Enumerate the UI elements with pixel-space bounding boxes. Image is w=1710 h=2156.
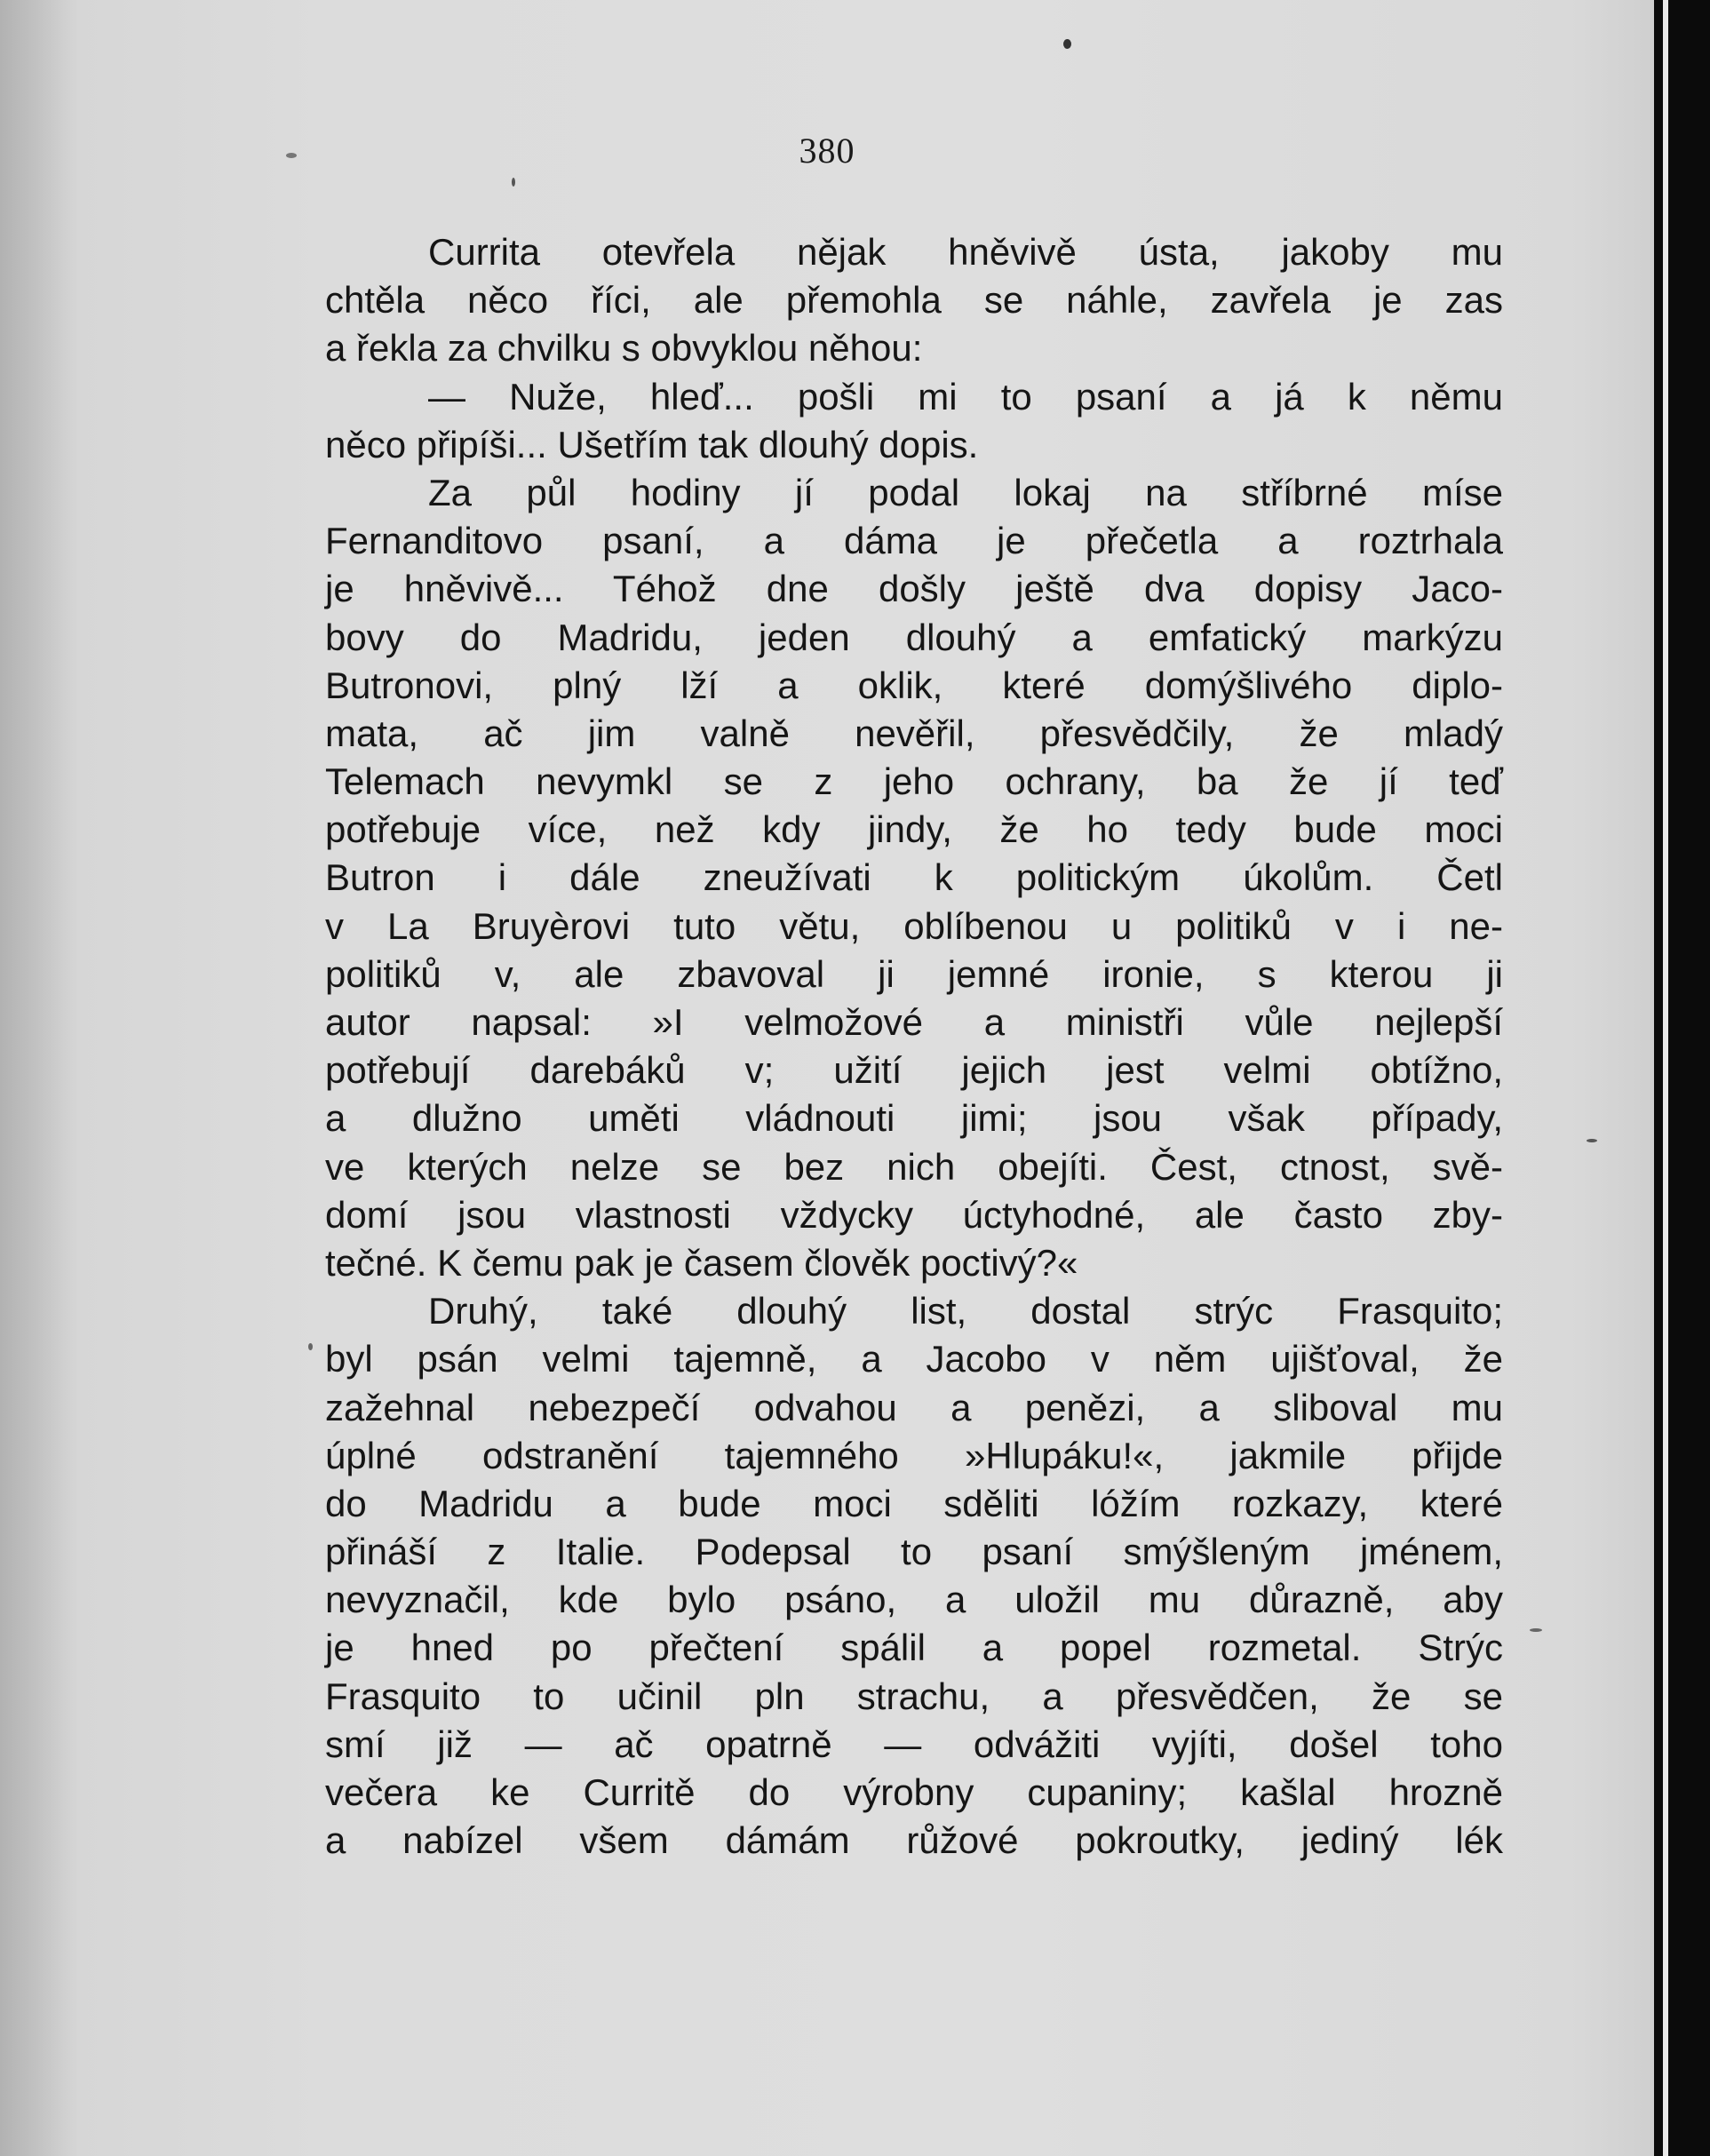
text-line: v La Bruyèrovi tuto větu, oblíbenou u politiků v i ne-: [325, 904, 1503, 947]
text-line: zažehnal nebezpečí odvahou a penězi, a sliboval mu: [325, 1386, 1503, 1428]
text-line: politiků v, ale zbavoval ji jemné ironie, s kterou ji: [325, 952, 1503, 995]
page-speck: [308, 1343, 313, 1350]
text-line: a nabízel všem dámám růžové pokroutky, jediný lék: [325, 1819, 1503, 1862]
text-line: bovy do Madridu, jeden dlouhý a emfatický markýzu: [325, 616, 1503, 658]
text-line: nevyznačil, kde bylo psáno, a uložil mu důrazně, aby: [325, 1579, 1503, 1621]
text-line: Currita otevřela nějak hněvivě ústa, jakoby mu: [428, 231, 1503, 273]
text-line: chtěla něco říci, ale přemohla se náhle, zavřela je zas: [325, 279, 1503, 322]
text-line: mata, ač jim valně nevěřil, přesvědčily, že mladý: [325, 712, 1503, 754]
page-speck: [1063, 39, 1071, 49]
text-line: je hned po přečtení spálil a popel rozmetal. Strýc: [325, 1627, 1503, 1669]
page-speck: [286, 153, 297, 158]
text-line: potřebují darebáků v; užití jejich jest velmi obtížno,: [325, 1049, 1503, 1092]
text-line: a dlužno uměti vládnouti jimi; jsou však případy,: [325, 1097, 1503, 1140]
page-number: 380: [799, 131, 855, 171]
text-line: Telemach nevymkl se z jeho ochrany, ba že jí teď: [325, 760, 1503, 803]
text-line: do Madridu a bude moci sděliti lóžím rozkazy, které: [325, 1482, 1503, 1524]
text-line: Druhý, také dlouhý list, dostal strýc Frasquito;: [428, 1290, 1503, 1333]
scan-right-border: [1654, 0, 1710, 2156]
page-body-text: [325, 228, 1503, 1865]
page-speck: [512, 178, 515, 187]
text-line: je hněvivě... Téhož dne došly ještě dva dopisy Jaco-: [325, 568, 1503, 610]
text-line: úplné odstranění tajemného »Hlupáku!«, jakmile přijde: [325, 1434, 1503, 1476]
text-line: ve kterých nelze se bez nich obejíti. Čest, ctnost, svě-: [325, 1145, 1503, 1188]
text-line: Za půl hodiny jí podal lokaj na stříbrné míse: [428, 471, 1503, 513]
text-line: Butron i dále zneužívati k politickým úkolům. Četl: [325, 856, 1503, 899]
page-speck: [1530, 1628, 1542, 1632]
text-line: Frasquito to učinil pln strachu, a přesvědčen, že se: [325, 1675, 1503, 1717]
text-line: smí již — ač opatrně — odvážiti vyjíti, došel toho: [325, 1722, 1503, 1765]
text-line: potřebuje více, než kdy jindy, že ho tedy bude moci: [325, 808, 1503, 851]
text-line: a řekla za chvilku s obvyklou něhou:: [325, 327, 923, 370]
text-line: — Nuže, hleď... pošli mi to psaní a já k němu: [428, 375, 1503, 418]
text-line: přináší z Italie. Podepsal to psaní smýšleným jménem,: [325, 1531, 1503, 1573]
text-line: Fernanditovo psaní, a dáma je přečetla a roztrhala: [325, 520, 1503, 562]
text-line: tečné. K čemu pak je časem člověk poctivý?«: [325, 1241, 1078, 1284]
text-line: domí jsou vlastnosti vždycky úctyhodné, ale často zby-: [325, 1193, 1503, 1236]
text-line: autor napsal: »I velmožové a ministři vůle nejlepší: [325, 1001, 1503, 1043]
text-line: večera ke Curritě do výrobny cupaniny; kašlal hrozně: [325, 1771, 1503, 1813]
page-speck: [1587, 1139, 1597, 1142]
text-line: byl psán velmi tajemně, a Jacobo v něm ujišťoval, že: [325, 1338, 1503, 1380]
text-line: něco připíši... Ušetřím tak dlouhý dopis.: [325, 423, 979, 465]
text-line: Butronovi, plný lží a oklik, které domýšlivého diplo-: [325, 664, 1503, 706]
page-edge: [1663, 0, 1668, 2156]
